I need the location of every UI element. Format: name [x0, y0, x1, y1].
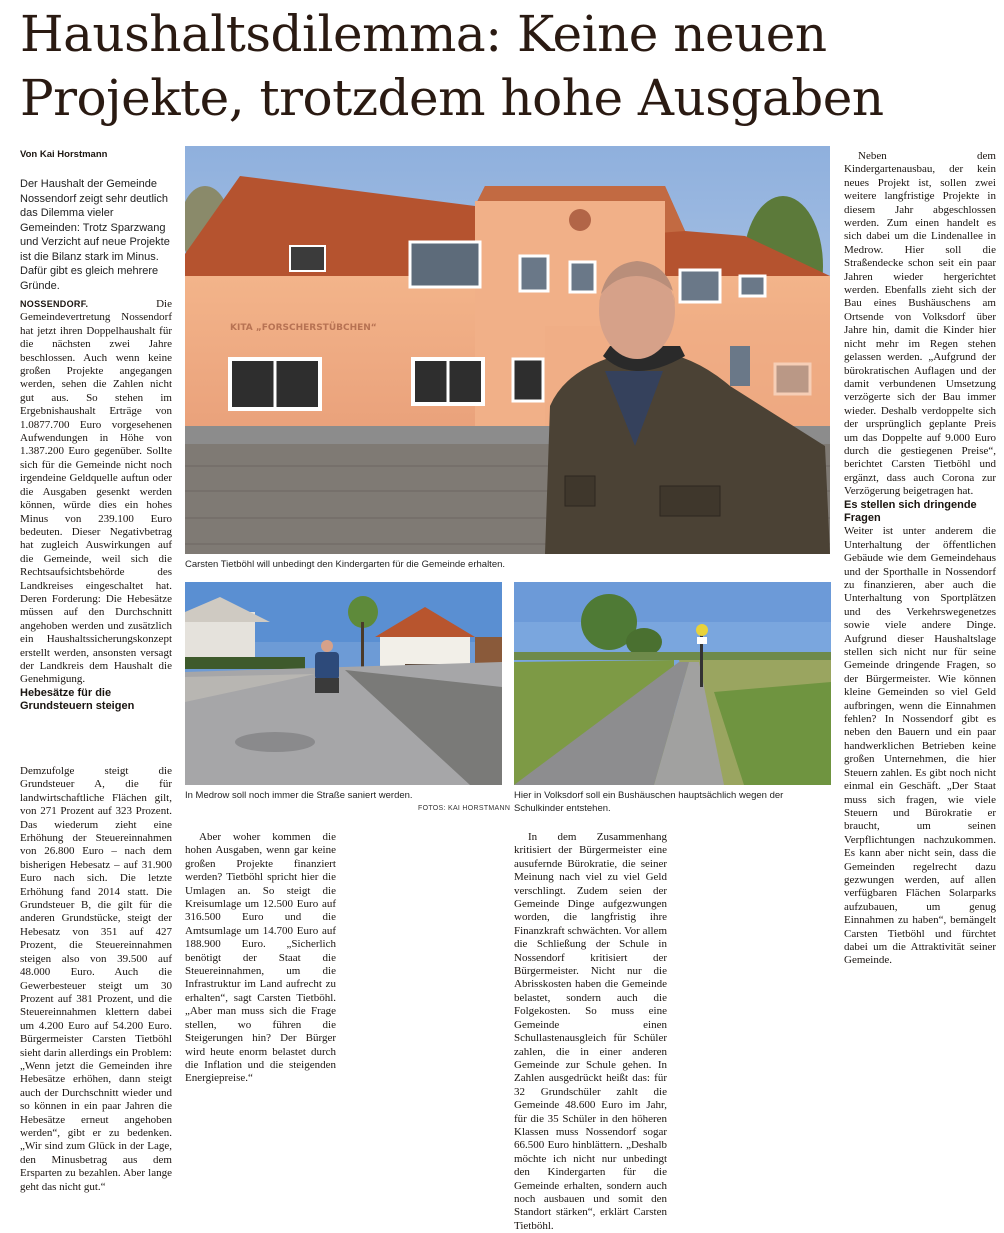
left-photo-caption: In Medrow soll noch immer die Straße saniert werden.	[185, 790, 413, 801]
column-2	[185, 831, 336, 1086]
column-1	[20, 298, 172, 714]
paragraph-2: Demzufolge steigt die Grundsteuer A, die für landwirtschaftliche Flächen gilt, von 271 Prozent auf 323 Prozent. Das wiederum zieht eine Erhöhung der Steuereinnahmen von 26.800 Euro – nach dem bisherigen Hebesatz – auf 31.900 Euro nach sich. Die letzte Erhöhung fand 2014 statt. Die Grundsteuer B, die gilt für die anderen Grundstücke, steigt der Hebesatz von 351 auf 427 Prozent, die Steuereinnahmen steigen also von 39.500 auf 48.000 Euro. Auch die Gewerbesteuer steigt um 30 Prozent auf 381 Prozent, und die Steuereinnahmen klettern dabei um 4.200 Euro auf 54.200 Euro. Bürgermeister Carsten Tietböhl sieht darin allerdings ein Problem: „Wenn jetzt die Gemeinden ihre Hebesätze erhöhen, dann steigt auch der Durchschnitt wieder und so können in ein paar Jahren die Hebesätze erneut angehoben werden“, gibt er zu bedenken. „Wir sind zum Glück in der Lage, den Minusbetrag aus dem Ersparten zu bezahlen. Aber lange geht das nicht gut.“	[20, 765, 172, 1193]
byline: Von Kai Horstmann	[20, 149, 108, 160]
paragraph-5: Neben dem Kindergartenausbau, der kein neues Projekt ist, sollen zwei weitere langfristige Projekte in diesem Jahr abgeschlossen werden. Zum einen handelt es sich dabei um die Lindenallee in Medrow. Hier soll die Straßendecke schon seit ein paar Jahren wieder hergerichtet werden. Ebenfalls zieht sich der Bau eines Bushäuschens am Ortsende von Volksdorf über Jahre hin, damit die Kinder hier nicht mehr im Regen stehen gelassen werden. „Aufgrund der bürokratischen Auflagen und der damit verbundenen Umsetzung verzögerte sich der Bau immer wieder. Deshalb verdoppelte sich der ursprünglich geplante Preis um das Doppelte auf 9.000 Euro durch die gestiegenen Preise“, berichtet Carsten Tietböhl und ergänzt, dass auch Corona zur Verzögerung beigetragen hat.	[844, 150, 996, 498]
paragraph-6: Weiter ist unter anderem die Unterhaltung der öffentlichen Gebäude wie dem Gemeindehaus und der Sporthalle in Nossendorf zu finanzieren, aber auch die Unterhaltung von Sportplätzen und des Verkehrswegenetzes sowie viele andere Dinge. Aufgrund dieser Haushaltslage stellen sich nicht nur für seine Gemeinde dringende Fragen, so der Bürgermeister. Wie können kleine Gemeinden so viel Geld aufbringen, wenn die Einnahmen fehlen? In Nossendorf gibt es neben den Bauern und ein paar handwerklichen Betrieben keine großen Unternehmen, die hier Steuern zahlen. Es gibt noch nicht einmal ein Geschäft. „Der Staat muss sich fragen, wie viele Steuern und Bürokratie er braucht, um seinen Verpflichtungen nachzukommen. Es kann aber nicht sein, dass die Gemeinden regelrecht dazu gezwungen werden, auf allen verfügbaren Flächen Solarparks aufzubauen, um genug Einnahmen zu haben“, bemängelt Carsten Tietböhl und fürchtet dabei um die Attraktivität seiner Gemeinde.	[844, 525, 996, 967]
paragraph-3: Aber woher kommen die hohen Ausgaben, wenn gar keine großen Projekte finanziert werden? Tietböhl spricht hier die Umlagen an. So steigt die Kreisumlage um 12.500 Euro auf 316.500 Euro und die Amtsumlage um 14.700 Euro auf 188.900 Euro. „Sicherlich benötigt der Staat die Steuereinnahmen, um die Infrastruktur im Land aufrecht zu erhalten“, sagt Carsten Tietböhl. „Aber man muss sich die Frage stellen, wo führen die Steigerungen hin? Der Bürger wird heute enorm belastet durch die Inflation und die steigenden Energiepreise.“	[185, 831, 336, 1085]
medrow-street-illustration	[185, 582, 502, 785]
kita-sign: KITA „FORSCHERSTÜBCHEN“	[230, 323, 377, 333]
paragraph-intro	[20, 298, 172, 687]
column-1b	[20, 765, 172, 1194]
main-photo-kindergarten	[185, 146, 830, 554]
column-4	[844, 150, 996, 968]
article-lead: Der Haushalt der Gemeinde Nossendorf zeigt sehr deutlich das Dilemma vieler Gemeinden: Trotz Sparzwang und Verzicht auf neue Projekte ist die Bilanz stark im Minus. Dafür gibt es gleich mehrere Gründe.	[20, 178, 170, 292]
column-3	[514, 831, 667, 1233]
article-headline: Haushaltsdilemma: Keine neuen Projekte, trotzdem hohe Ausgaben	[20, 5, 884, 127]
photo-volksdorf-road	[514, 582, 831, 785]
right-photo-caption: Hier in Volksdorf soll ein Bushäuschen hauptsächlich wegen der Schulkinder entstehen.	[514, 790, 784, 814]
subheading-fragen: Es stellen sich dringende Fragen	[844, 498, 977, 524]
dateline: NOSSENDORF.	[20, 299, 89, 309]
subheading-grundsteuern: Hebesätze für die Grundsteuern steigen	[20, 686, 135, 713]
paragraph-4: In dem Zusammenhang kritisiert der Bürgermeister eine ausufernde Bürokratie, die seiner Meinung nach viel zu viel Geld verschlingt. Zudem seien der Gemeinde Dinge aufgezwungen worden, die langfristig ihre Finanzkraft schwächten. Vor allem die Schließung der Schule in Nossendorf kritisiert der Bürgermeister. Nicht nur die Abrisskosten haben die Gemeinde belastet, sondern auch die Folgekosten. So muss eine Gemeinde einen Schullastenausgleich für Schüler zahlen, die in einer anderen Gemeinde zur Schule gehen. In Zahlen ausgedrückt heißt das: für 32 Grundschüler zahlt die Gemeinde 48.600 Euro im Jahr, für die 35 Schüler in den höheren Klassen muss Nossendorf sogar 66.500 Euro hinblättern. „Deshalb möchte ich nicht nur unbedingt den Kindergarten für die Gemeinde erhalten, sondern auch noch ausbauen und somit den Standort stärken“, erklärt Carsten Tietböhl.	[514, 831, 667, 1232]
photo-credit: FOTOS: KAI HORSTMANN	[418, 805, 511, 812]
main-photo-caption: Carsten Tietböhl will unbedingt den Kindergarten für die Gemeinde erhalten.	[185, 559, 506, 570]
photo-medrow-street	[185, 582, 502, 785]
kindergarten-illustration	[185, 146, 830, 554]
paragraph-1: Die Gemeindevertretung Nossendorf hat jetzt ihren Doppelhaushalt für die nächsten zwei Jahre beschlossen. Auch wenn keine großen Projekte angegangen werden, sehen die Zahlen nicht gut aus. So stehen im Ergebnishaushalt Erträge von 1.0877.700 Euro vorgesehenen Aufwendungen in Höhe von 1.387.200 Euro gegenüber. Sollte sich für die Gemeinde nicht noch irgendeine Geldquelle auftun oder die Ausgaben gesenkt werden können, würde dies ein hohes Minus von 239.100 Euro bedeuten. Dieser Negativbetrag hat zugleich Auswirkungen auf die Gemeinde, weil sich die Rechtsaufsichtsbehörde des Landkreises eingeschaltet hat. Deren Forderung: Die Hebesätze müssen auf den Durchschnitt angehoben werden und zusätzlich ein Haushaltssicherungskonzept erstellt werden, ansonsten versagt der Landkreis dem Haushalt die Genehmigung.	[20, 298, 172, 686]
volksdorf-road-illustration	[514, 582, 831, 785]
